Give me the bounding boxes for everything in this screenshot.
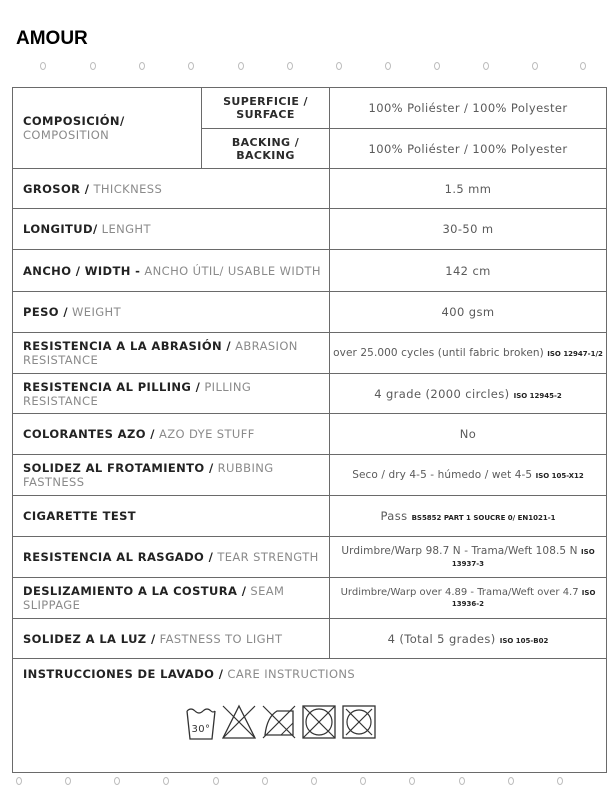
spec-row: CIGARETTE TEST Pass BS5852 PART 1 SOUCRE 0/ EN1021-1 xyxy=(13,496,607,537)
care-symbols xyxy=(185,703,377,741)
spec-row: ANCHO / WIDTH - ANCHO ÚTIL/ USABLE WIDTH 142 cm xyxy=(13,250,607,292)
spec-table xyxy=(12,87,607,773)
spec-row: SOLIDEZ A LA LUZ / FASTNESS TO LIGHT 4 (Total 5 grades) ISO 105-B02 xyxy=(13,619,607,659)
backing-label: BACKING / BACKING xyxy=(202,129,330,169)
top-droplet-marks xyxy=(0,62,612,74)
no-dry-clean-icon xyxy=(341,703,377,741)
no-bleach-icon xyxy=(221,703,257,741)
no-iron-icon xyxy=(261,703,297,741)
surface-value: 100% Poliéster / 100% Polyester xyxy=(330,88,607,129)
spec-row: SOLIDEZ AL FROTAMIENTO / RUBBING FASTNESS Seco / dry 4-5 - húmedo / wet 4-5 ISO 105-X12 xyxy=(13,455,607,496)
care-label: INSTRUCCIONES DE LAVADO / xyxy=(23,667,224,681)
spec-row: DESLIZAMIENTO A LA COSTURA / SEAM SLIPPAGE Urdimbre/Warp over 4.89 - Trama/Weft over 4.7 ISO 13936-2 xyxy=(13,578,607,619)
spec-row: LONGITUD/ LENGHT 30-50 m xyxy=(13,209,607,250)
spec-row: GROSOR / THICKNESS 1.5 mm xyxy=(13,169,607,209)
composition-label: COMPOSICIÓN/ COMPOSITION xyxy=(13,88,202,169)
spec-row: COLORANTES AZO / AZO DYE STUFF No xyxy=(13,414,607,455)
spec-row: RESISTENCIA AL PILLING / PILLING RESISTANCE 4 grade (2000 circles) ISO 12945-2 xyxy=(13,374,607,414)
surface-label: SUPERFICIE / SURFACE xyxy=(202,88,330,129)
bottom-droplet-marks xyxy=(0,777,612,789)
svg-text:30°: 30° xyxy=(191,724,211,735)
spec-row: PESO / WEIGHT 400 gsm xyxy=(13,292,607,333)
backing-value: 100% Poliéster / 100% Polyester xyxy=(330,129,607,169)
spec-row: RESISTENCIA A LA ABRASIÓN / ABRASION RESISTANCE over 25.000 cycles (until fabric broken) ISO 12947-1/2 xyxy=(13,333,607,374)
no-tumble-dry-icon xyxy=(301,703,337,741)
wash-30-icon xyxy=(185,703,217,741)
page-title: AMOUR xyxy=(16,28,88,49)
spec-row: RESISTENCIA AL RASGADO / TEAR STRENGTH Urdimbre/Warp 98.7 N - Trama/Weft 108.5 N ISO 13937-3 xyxy=(13,537,607,578)
care-row: INSTRUCCIONES DE LAVADO / CARE INSTRUCTIONS 30° xyxy=(13,659,607,773)
